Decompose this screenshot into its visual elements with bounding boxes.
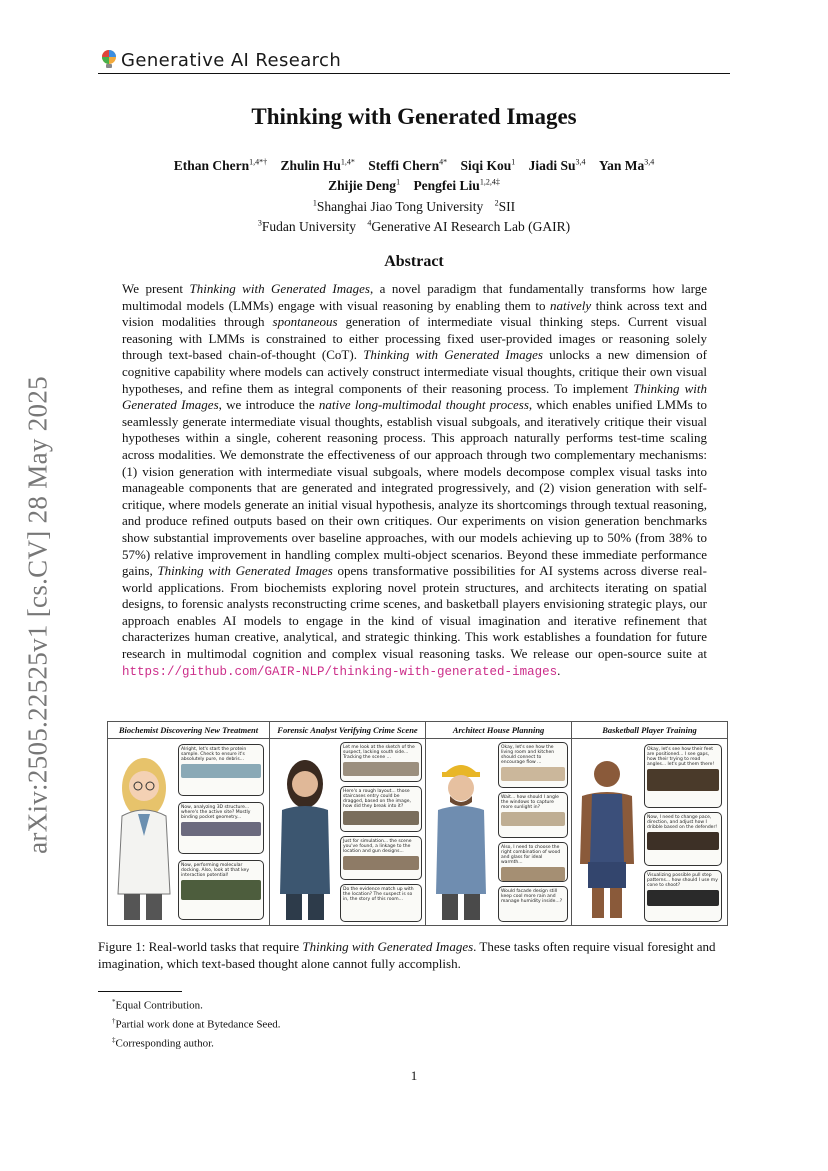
panel-biochemist (108, 722, 270, 925)
footnote: *Equal Contribution. (112, 998, 203, 1012)
author: Yan Ma$^{3,4}$ (598, 157, 655, 173)
figure-caption: Figure 1: Real-world tasks that require Thinking with Generated Images. These tasks often require visual foresight and imagination, which text-based thought alone cannot fully accomplish. (98, 939, 716, 971)
abstract-heading: Abstract (384, 253, 444, 270)
affiliation-line-2 (98, 215, 730, 236)
basketball-player-illustration-icon (574, 744, 640, 922)
header-rule (98, 73, 730, 74)
forensic-analyst-illustration-icon (272, 744, 338, 922)
thought-bubble: Also, I need to choose the right combination of wood and glass for ideal warmth... (498, 842, 568, 882)
thought-bubble: Let me look at the sketch of the suspect, lacking south side... Tracking the scene ... (340, 742, 422, 782)
thought-bubble: Wait... how should I angle the windows to capture more sunlight in? (498, 792, 568, 838)
thought-bubble: Okay, let's see how the living room and kitchen should connect to encourage flow ... (498, 742, 568, 788)
author: Zhijie Deng$^1$ (328, 177, 401, 193)
author-block (98, 153, 730, 235)
author: Ethan Chern$^{1,4*\dagger}$ (173, 157, 268, 173)
author: Zhulin $Hu^{1,4*}$ (280, 157, 355, 173)
paper-title: Thinking with Generated Images (251, 104, 577, 129)
paper-header (98, 46, 730, 74)
affiliation: $^3$Fudan University (257, 218, 357, 234)
thought-bubble: Would facade design still keep cool more rain and manage humidity inside...? (498, 886, 568, 922)
panel-architect (426, 722, 572, 925)
figure-1 (107, 721, 728, 926)
brand-name: Generative AI Research (121, 50, 342, 71)
panel-title: Biochemist Discovering New Treatment (118, 725, 259, 735)
footnote-rule (98, 991, 182, 992)
abstract-body: We present Thinking with Generated Images, a novel paradigm that fundamentally transforms how large multimodal models (LMMs) engage with visual reasoning by enabling them to natively think across text and vision modalities through spontaneous generation of intermediate visual thinking steps. Current visual reasoning with LMMs is constrained to either processing fixed user-provided images or reasoning solely through text-based chain-of-thought (CoT). Thinking with Generated Images unlocks a new dimension of cognitive capability where models can actively construct intermediate visual thoughts, critique their own visual hypotheses, and refine them as integral components of their reasoning process. To implement Thinking with Generated Images, we introduce the native long-multimodal thought process, which enables unified LMMs to seamlessly generate intermediate visual thoughts, establish visual subgoals, and iteratively critique their visual hypotheses within a single, coherent reasoning process. This approach naturally performs test-time scaling across modalities. We demonstrate the effectiveness of our approach through two complementary mechanisms: (1) vision generation with intermediate visual subgoals, where models decompose complex visual tasks into manageable components that are generated and integrated progressively, and (2) vision generation with self-critique, where models generate an initial visual hypothesis, analyze its shortcomings through textual reasoning, and produce refined outputs based on their own critiques. Our experiments on vision generation benchmarks show substantial improvements over baseline approaches, with our models achieving up to 50% (from 38% to 57%) relative improvement in handling complex multi-object scenarios. Beyond these immediate performance gains, Thinking with Generated Images opens transformative possibilities for AI systems across diverse real-world applications. From biochemists exploring novel protein structures, and architects iterating on spatial designs, to forensic analysts reconstructing crime scenes, and basketball players envisioning strategic plays, our approach enables AI models to engage in the kind of visual imagination and iterative refinement that characterizes human creative, analytical, and strategic thinking. This work establishes a foundation for future research in multimodal cognition and complex visual reasoning tasks. We release our open-source suite at https://github.com/GAIR-NLP/thinking-with-generated-images. (122, 281, 708, 679)
panel-title: Forensic Analyst Verifying Crime Scene (277, 725, 418, 735)
panel-basketball (572, 722, 727, 925)
page-number: 1 (410, 1068, 418, 1083)
author-line-2 (98, 174, 730, 195)
thought-bubble: Alright, let's start the protein sample. Check to ensure it's absolutely pure, no debris... (178, 744, 264, 796)
thought-bubble: Now, performing molecular docking. Also, look at that key interaction potential! (178, 860, 264, 920)
author: Siqi Kou$^1$ (460, 157, 516, 173)
thought-bubble: Visualizing possible pull step patterns... how should I use my cone to shoot? (644, 870, 722, 922)
affiliation: $^1$Shanghai Jiao Tong University (312, 198, 484, 214)
arxiv-stamp[interactable]: arXiv:2505.22525v1 [cs.CV] 28 May 2025 (22, 376, 53, 854)
architect-illustration-icon (428, 744, 494, 922)
author: Pengfei Liu$^{1,2,4\ddagger}$ (413, 177, 500, 193)
thought-bubble: Do the evidence match up with the location? The suspect is so in, the story of this room... (340, 884, 422, 922)
panel-forensic (270, 722, 426, 925)
lightbulb-logo-icon (98, 48, 120, 70)
panel-title: Basketball Player Training (602, 725, 697, 735)
thought-bubble: Now, analyzing 3D structure... where's the active site? Mostly binding pocket geometry... (178, 802, 264, 854)
author: Steffi Chern$^{4*}$ (368, 157, 448, 173)
author-line-1 (98, 153, 730, 174)
panel-title: Architect House Planning (452, 725, 545, 735)
footnote: ‡Corresponding author. (112, 1036, 214, 1050)
footnote: †Partial work done at Bytedance Seed. (112, 1017, 281, 1031)
affiliation: $^2$SII (494, 198, 516, 214)
footnotes (112, 995, 712, 1052)
repo-link[interactable]: https://github.com/GAIR-NLP/thinking-with-generated-images (122, 664, 558, 679)
author: Jiadi Su$^{3,4}$ (528, 157, 586, 173)
thought-bubble: Here's a rough layout... those staircases entry could be dragged, based on the image, how did they break into it? (340, 786, 422, 832)
thought-bubble: Just for simulation... the scene you've found, a linkage to the location and gun designs... (340, 836, 422, 880)
thought-bubble: Okay, let's see how their feet are positioned... I see gaps, how their trying to read angles... let's put them there! (644, 744, 722, 808)
affiliation: $^4$Generative AI Research Lab (GAIR) (367, 218, 571, 234)
affiliation-line-1 (98, 194, 730, 215)
biochemist-illustration-icon (110, 744, 176, 922)
thought-bubble: Now, I need to change pace, direction, and adjust how I dribble based on the defender! (644, 812, 722, 866)
